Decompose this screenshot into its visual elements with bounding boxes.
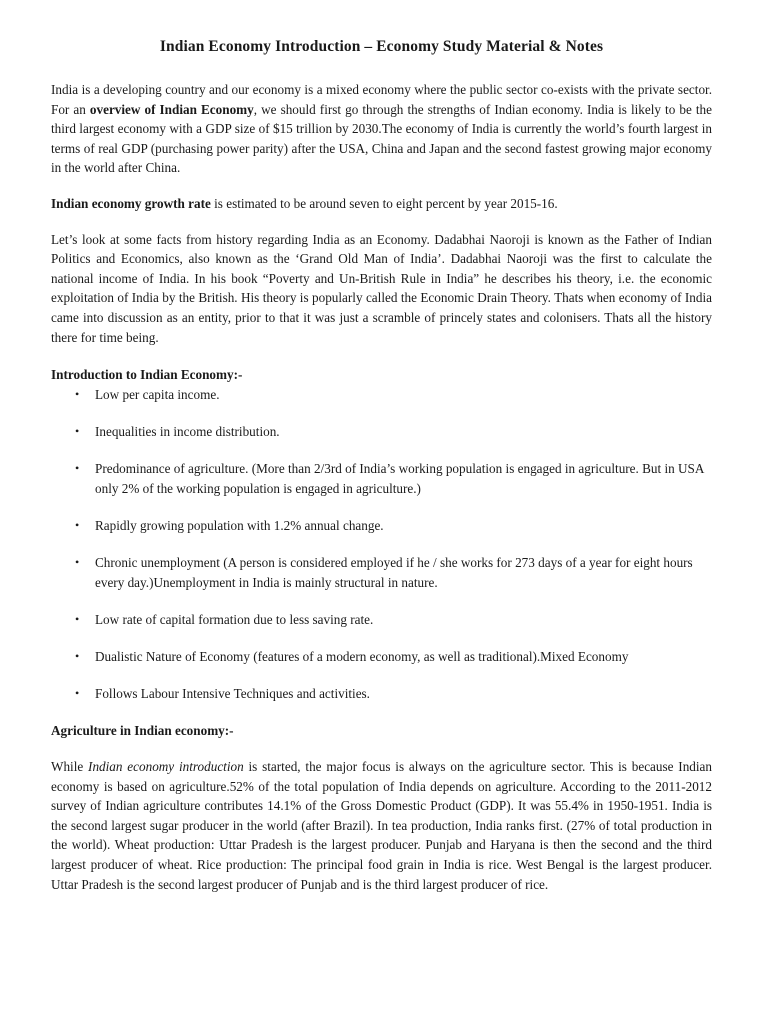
growth-rate-paragraph (51, 194, 712, 214)
list-item (51, 684, 712, 704)
intro-paragraph-1 (51, 80, 712, 178)
history-paragraph: Let’s look at some facts from history regarding India as an Economy. Dadabhai Naoroji is known as the Father of Indian Politics and Economics, also known as the ‘Grand Old Man of India’. Dadabhai Naoroji was the first to calculate the national income of India. In his book “Poverty and Un-British Rule in India” he describes his theory, i.e. the economic exploitation of India by the British. His theory is popularly called the Economic Drain Theory. Thats when economy of India came into discussion as an entity, prior to that it was just a scramble of princely states and colonisers. Thats all the history there for time being. (51, 231, 712, 345)
intro-text-a: India is a developing country and our economy is a mixed economy where the public sector co-exists with the private sector. For an (51, 82, 712, 117)
list-item-text: Low rate of capital formation due to less saving rate. (95, 611, 374, 627)
agriculture-italic-phrase: Indian economy introduction (88, 759, 244, 774)
bullet-icon: • (75, 555, 80, 570)
bullet-icon: • (75, 386, 80, 401)
list-item-text: Follows Labour Intensive Techniques and activities. (95, 686, 370, 702)
page-title: Indian Economy Introduction – Economy Study Material & Notes (159, 38, 604, 55)
list-item (51, 422, 712, 442)
agriculture-text-b: is started, the major focus is always on the agriculture sector. This is because Indian economy is based on agriculture.52% of the total population of India depends on agriculture. According to the 2011-2012 survey of Indian agriculture contributes 14.1% of the Gross Domestic Product (GDP). It was 55.4% in 1950-1951. India is the second largest sugar producer in the world (after Brazil). In tea production, India ranks first. (27% of total production in the world). Wheat production: Uttar Pradesh is the largest producer. Punjab and Haryana is then the second and the third largest producer of wheat. Rice production: The principal food grain in India is rice. West Bengal is the largest producer. Uttar Pradesh is the second largest producer of Punjab and is the third largest producer of rice. (51, 759, 712, 892)
bullet-icon: • (75, 517, 80, 532)
agriculture-text-a: While (51, 759, 89, 774)
section-heading-introduction: Introduction to Indian Economy:- (51, 367, 243, 383)
intro-bold-phrase: overview of Indian Economy (89, 101, 254, 117)
list-item (51, 385, 712, 405)
agriculture-paragraph (51, 757, 712, 894)
bullet-icon: • (75, 461, 80, 476)
growth-rate-bold: Indian economy growth rate (51, 195, 211, 211)
bullet-icon: • (75, 423, 80, 438)
list-item (51, 647, 712, 667)
list-item-text: Low per capita income. (95, 386, 220, 402)
list-item (51, 610, 712, 630)
list-item-text: Inequalities in income distribution. (95, 423, 280, 439)
list-item-text: Chronic unemployment (A person is considered employed if he / she works for 273 days of a year for eight hours every day.)Unemployment in India is mainly structural in nature. (95, 555, 693, 590)
introduction-bullet-list (51, 385, 712, 704)
list-item-text: Rapidly growing population with 1.2% annual change. (95, 517, 384, 533)
list-item-text: Dualistic Nature of Economy (features of a modern economy, as well as traditional).Mixed Economy (95, 649, 629, 665)
bullet-icon: • (75, 649, 80, 664)
section-heading-agriculture: Agriculture in Indian economy:- (51, 723, 234, 739)
growth-rate-text: is estimated to be around seven to eight percent by year 2015-16. (210, 195, 558, 211)
list-item (51, 553, 712, 592)
bullet-icon: • (75, 611, 80, 626)
intro-text-b: , we should first go through the strengths of Indian economy. India is likely to be the third largest economy with a GDP size of $15 trillion by 2030.The economy of India is currently the world’s fourth largest in terms of real GDP (purchasing power parity) after the USA, China and Japan and the second fastest growing major economy in the world after China. (51, 101, 712, 176)
list-item (51, 459, 712, 498)
list-item (51, 516, 712, 536)
list-item-text: Predominance of agriculture. (More than 2/3rd of India’s working population is engaged in agriculture. But in USA only 2% of the working population is engaged in agriculture.) (95, 461, 704, 496)
bullet-icon: • (75, 686, 80, 701)
